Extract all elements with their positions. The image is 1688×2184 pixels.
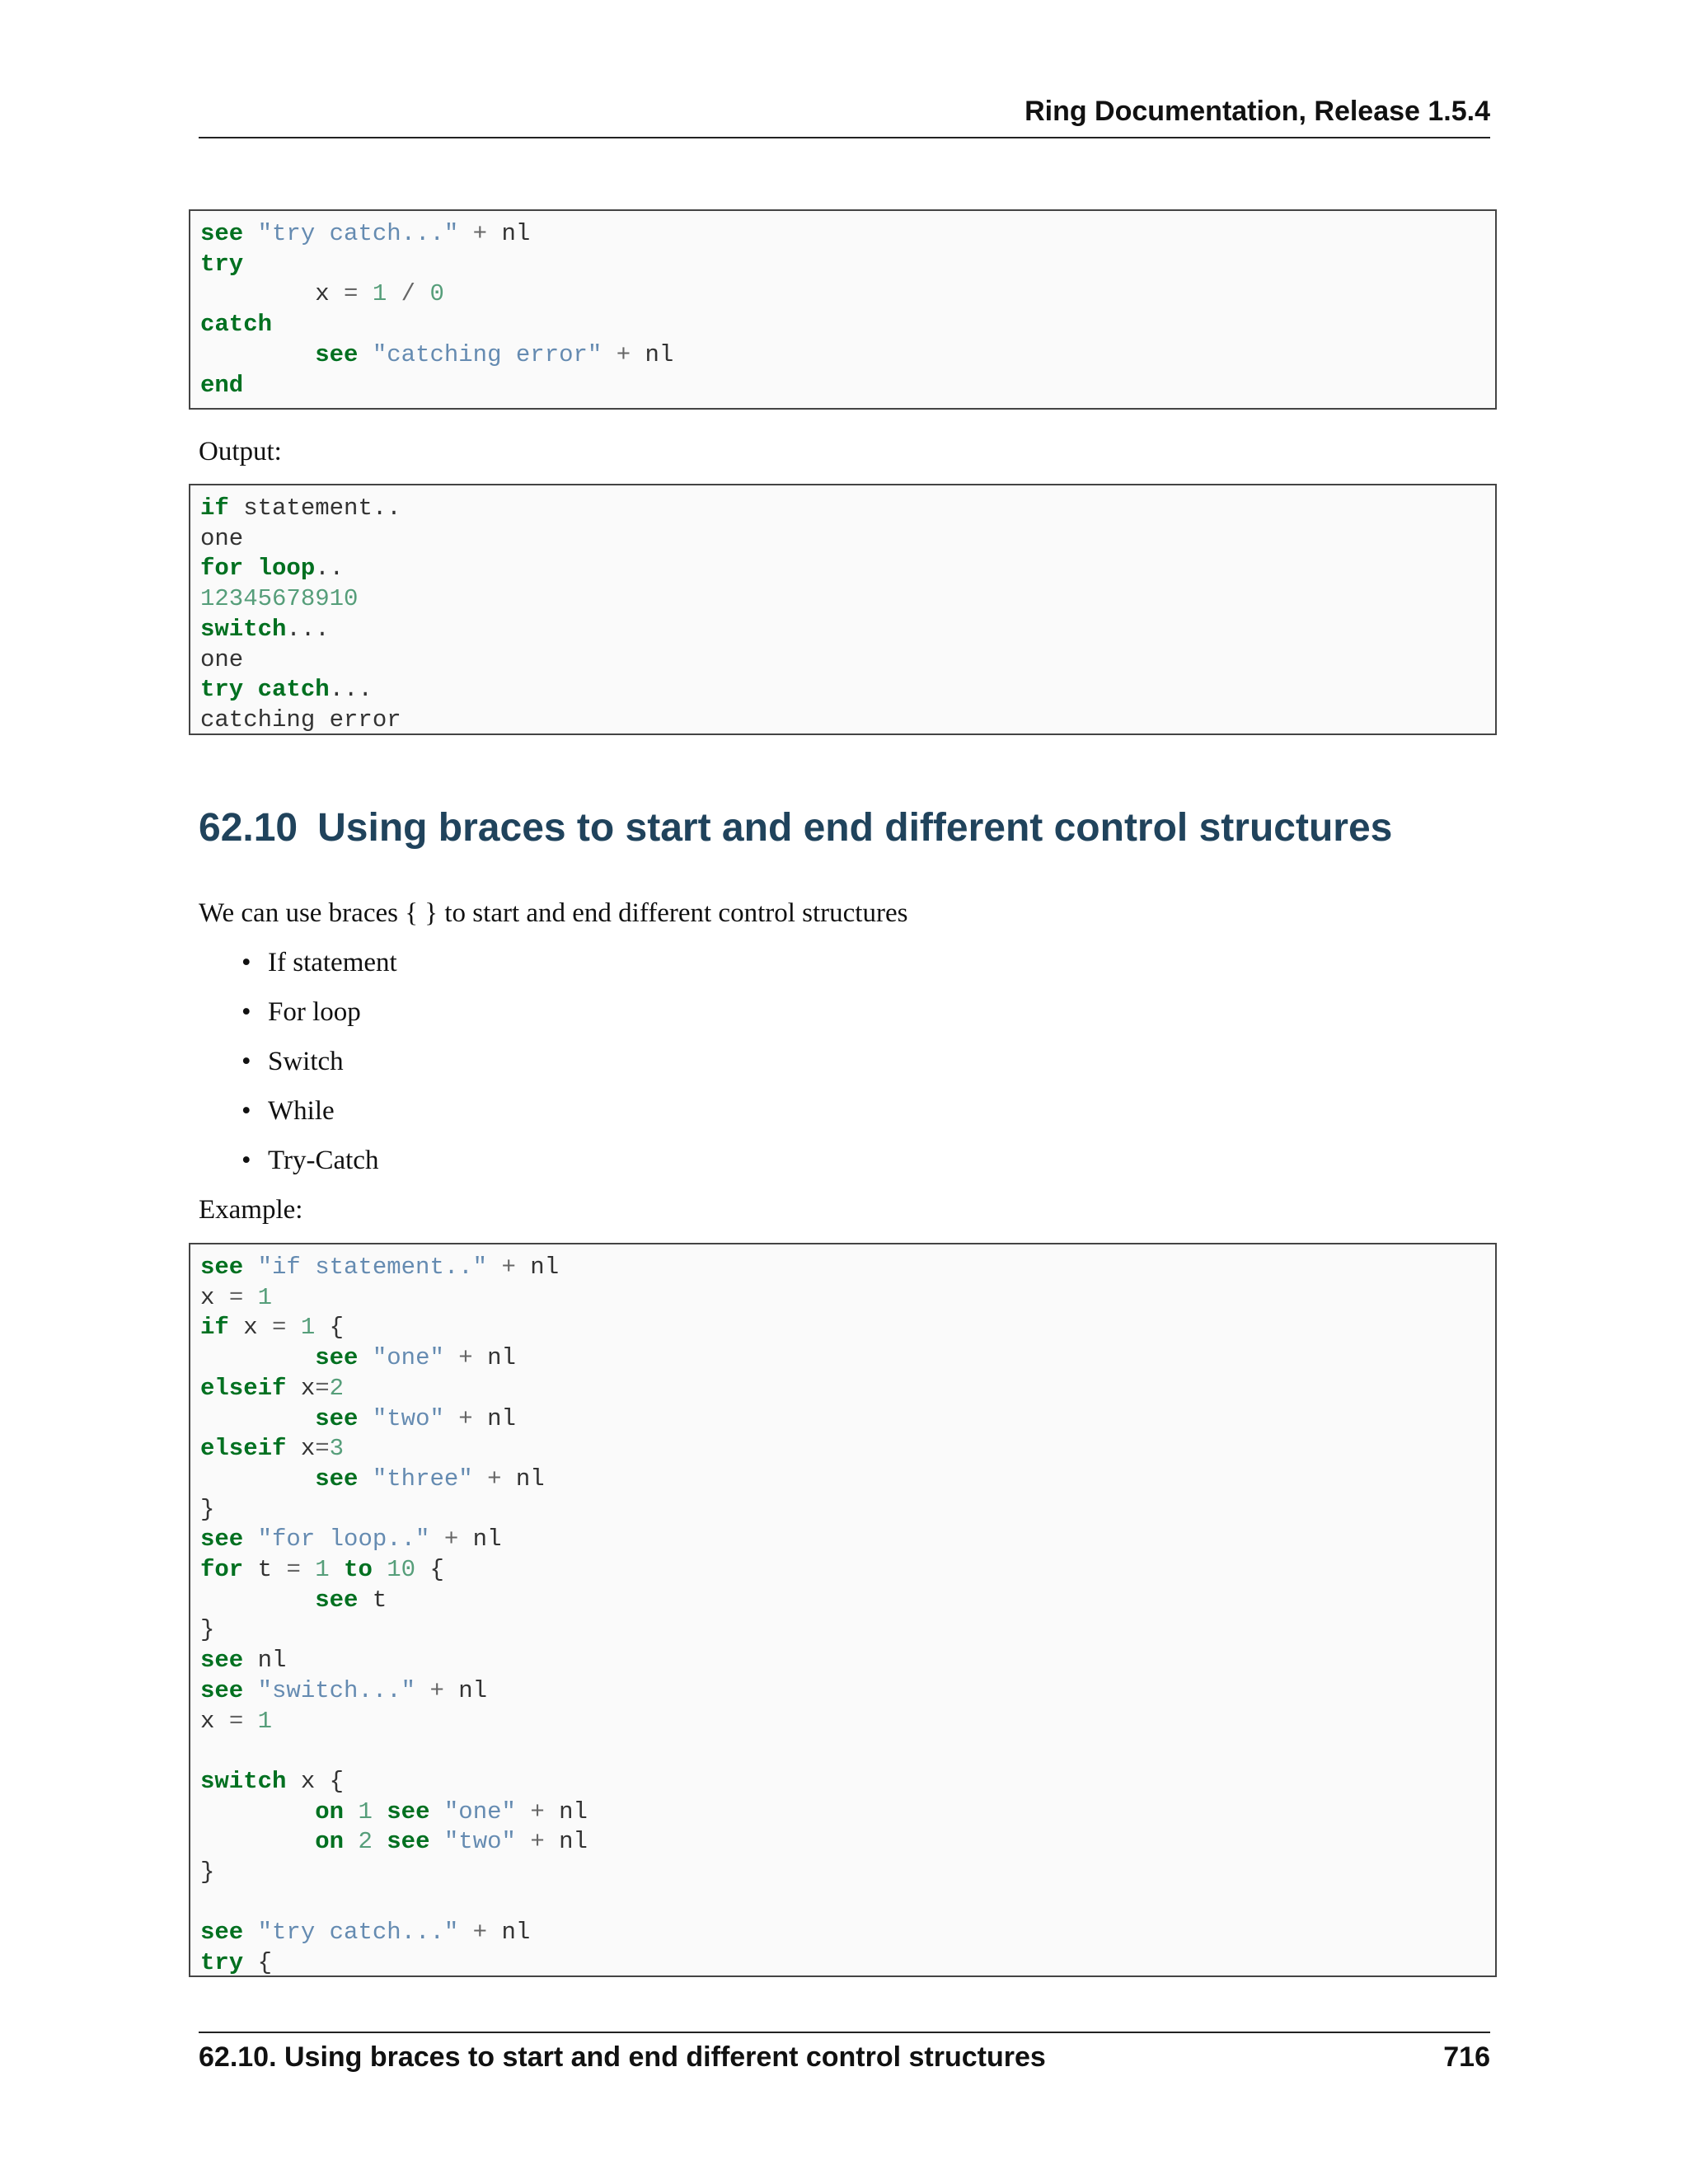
list-item: • For loop xyxy=(199,991,397,1040)
code-line: 12345678910 xyxy=(200,585,359,613)
code-line: see t xyxy=(315,1586,387,1614)
code-line: see "try catch..." + nl xyxy=(200,220,531,247)
code-block-braces-example xyxy=(189,1243,1497,1977)
bullet-icon: • xyxy=(241,1096,251,1126)
output-label: Output: xyxy=(199,437,282,466)
code-line: one xyxy=(200,524,244,552)
code-line: elseif x=3 xyxy=(200,1435,345,1463)
code-line: on 2 see "two" + nl xyxy=(315,1828,588,1856)
code-line: see "two" + nl xyxy=(315,1404,516,1432)
code-line: x = 1 xyxy=(200,1707,273,1735)
bullet-icon: • xyxy=(241,997,251,1027)
code-line: try catch... xyxy=(200,676,373,704)
control-structure-list xyxy=(199,941,397,1188)
section-heading xyxy=(199,801,1392,855)
code-line: elseif x=2 xyxy=(200,1374,345,1402)
code-line: try xyxy=(200,250,244,278)
code-line: see "three" + nl xyxy=(315,1465,545,1493)
bullet-icon: • xyxy=(241,1047,251,1076)
page-footer xyxy=(199,2032,1490,2074)
code-line: on 1 see "one" + nl xyxy=(315,1797,588,1825)
code-line: for t = 1 to 10 { xyxy=(200,1556,444,1584)
code-line: x = 1 xyxy=(200,1283,273,1311)
code-line: } xyxy=(200,1616,215,1644)
bullet-icon: • xyxy=(241,1146,251,1175)
code-block-try-catch xyxy=(189,209,1497,410)
code-line: see "try catch..." + nl xyxy=(200,1919,531,1947)
list-item: • Try-Catch xyxy=(199,1139,397,1188)
code-line: catching error xyxy=(200,705,401,733)
code-line: if statement.. xyxy=(200,494,401,522)
code-line: end xyxy=(200,371,244,399)
code-line: switch... xyxy=(200,615,330,643)
code-line: } xyxy=(200,1858,215,1886)
section-title-text: Using braces to start and end different control structures xyxy=(317,806,1393,850)
code-line: see "for loop.." + nl xyxy=(200,1526,502,1554)
code-line: } xyxy=(200,1495,215,1523)
page-header xyxy=(199,92,1490,138)
example-label: Example: xyxy=(199,1195,303,1225)
page-number: 716 xyxy=(1443,2041,1490,2073)
code-line: try { xyxy=(200,1949,273,1977)
code-block-output xyxy=(189,484,1497,735)
code-line: switch x { xyxy=(200,1767,345,1795)
list-item: • Switch xyxy=(199,1040,397,1090)
list-item: • While xyxy=(199,1090,397,1139)
code-line: see "if statement.." + nl xyxy=(200,1254,560,1281)
bullet-icon: • xyxy=(241,948,251,977)
footer-section-ref: 62.10. Using braces to start and end different control structures xyxy=(199,2041,1046,2073)
code-line: see "catching error" + nl xyxy=(315,340,674,368)
code-line: x = 1 / 0 xyxy=(200,280,444,308)
code-line: if x = 1 { xyxy=(200,1314,345,1342)
section-number: 62.10 xyxy=(199,806,298,850)
code-line: see "one" + nl xyxy=(315,1344,516,1372)
code-line: one xyxy=(200,645,244,673)
code-line: for loop.. xyxy=(200,555,345,583)
code-line: catch xyxy=(200,311,273,339)
code-line: see nl xyxy=(200,1647,287,1675)
document-title: Ring Documentation, Release 1.5.4 xyxy=(1025,96,1490,127)
code-line: see "switch..." + nl xyxy=(200,1676,488,1704)
list-item: • If statement xyxy=(199,941,397,991)
section-intro: We can use braces { } to start and end different control structures xyxy=(199,898,908,928)
